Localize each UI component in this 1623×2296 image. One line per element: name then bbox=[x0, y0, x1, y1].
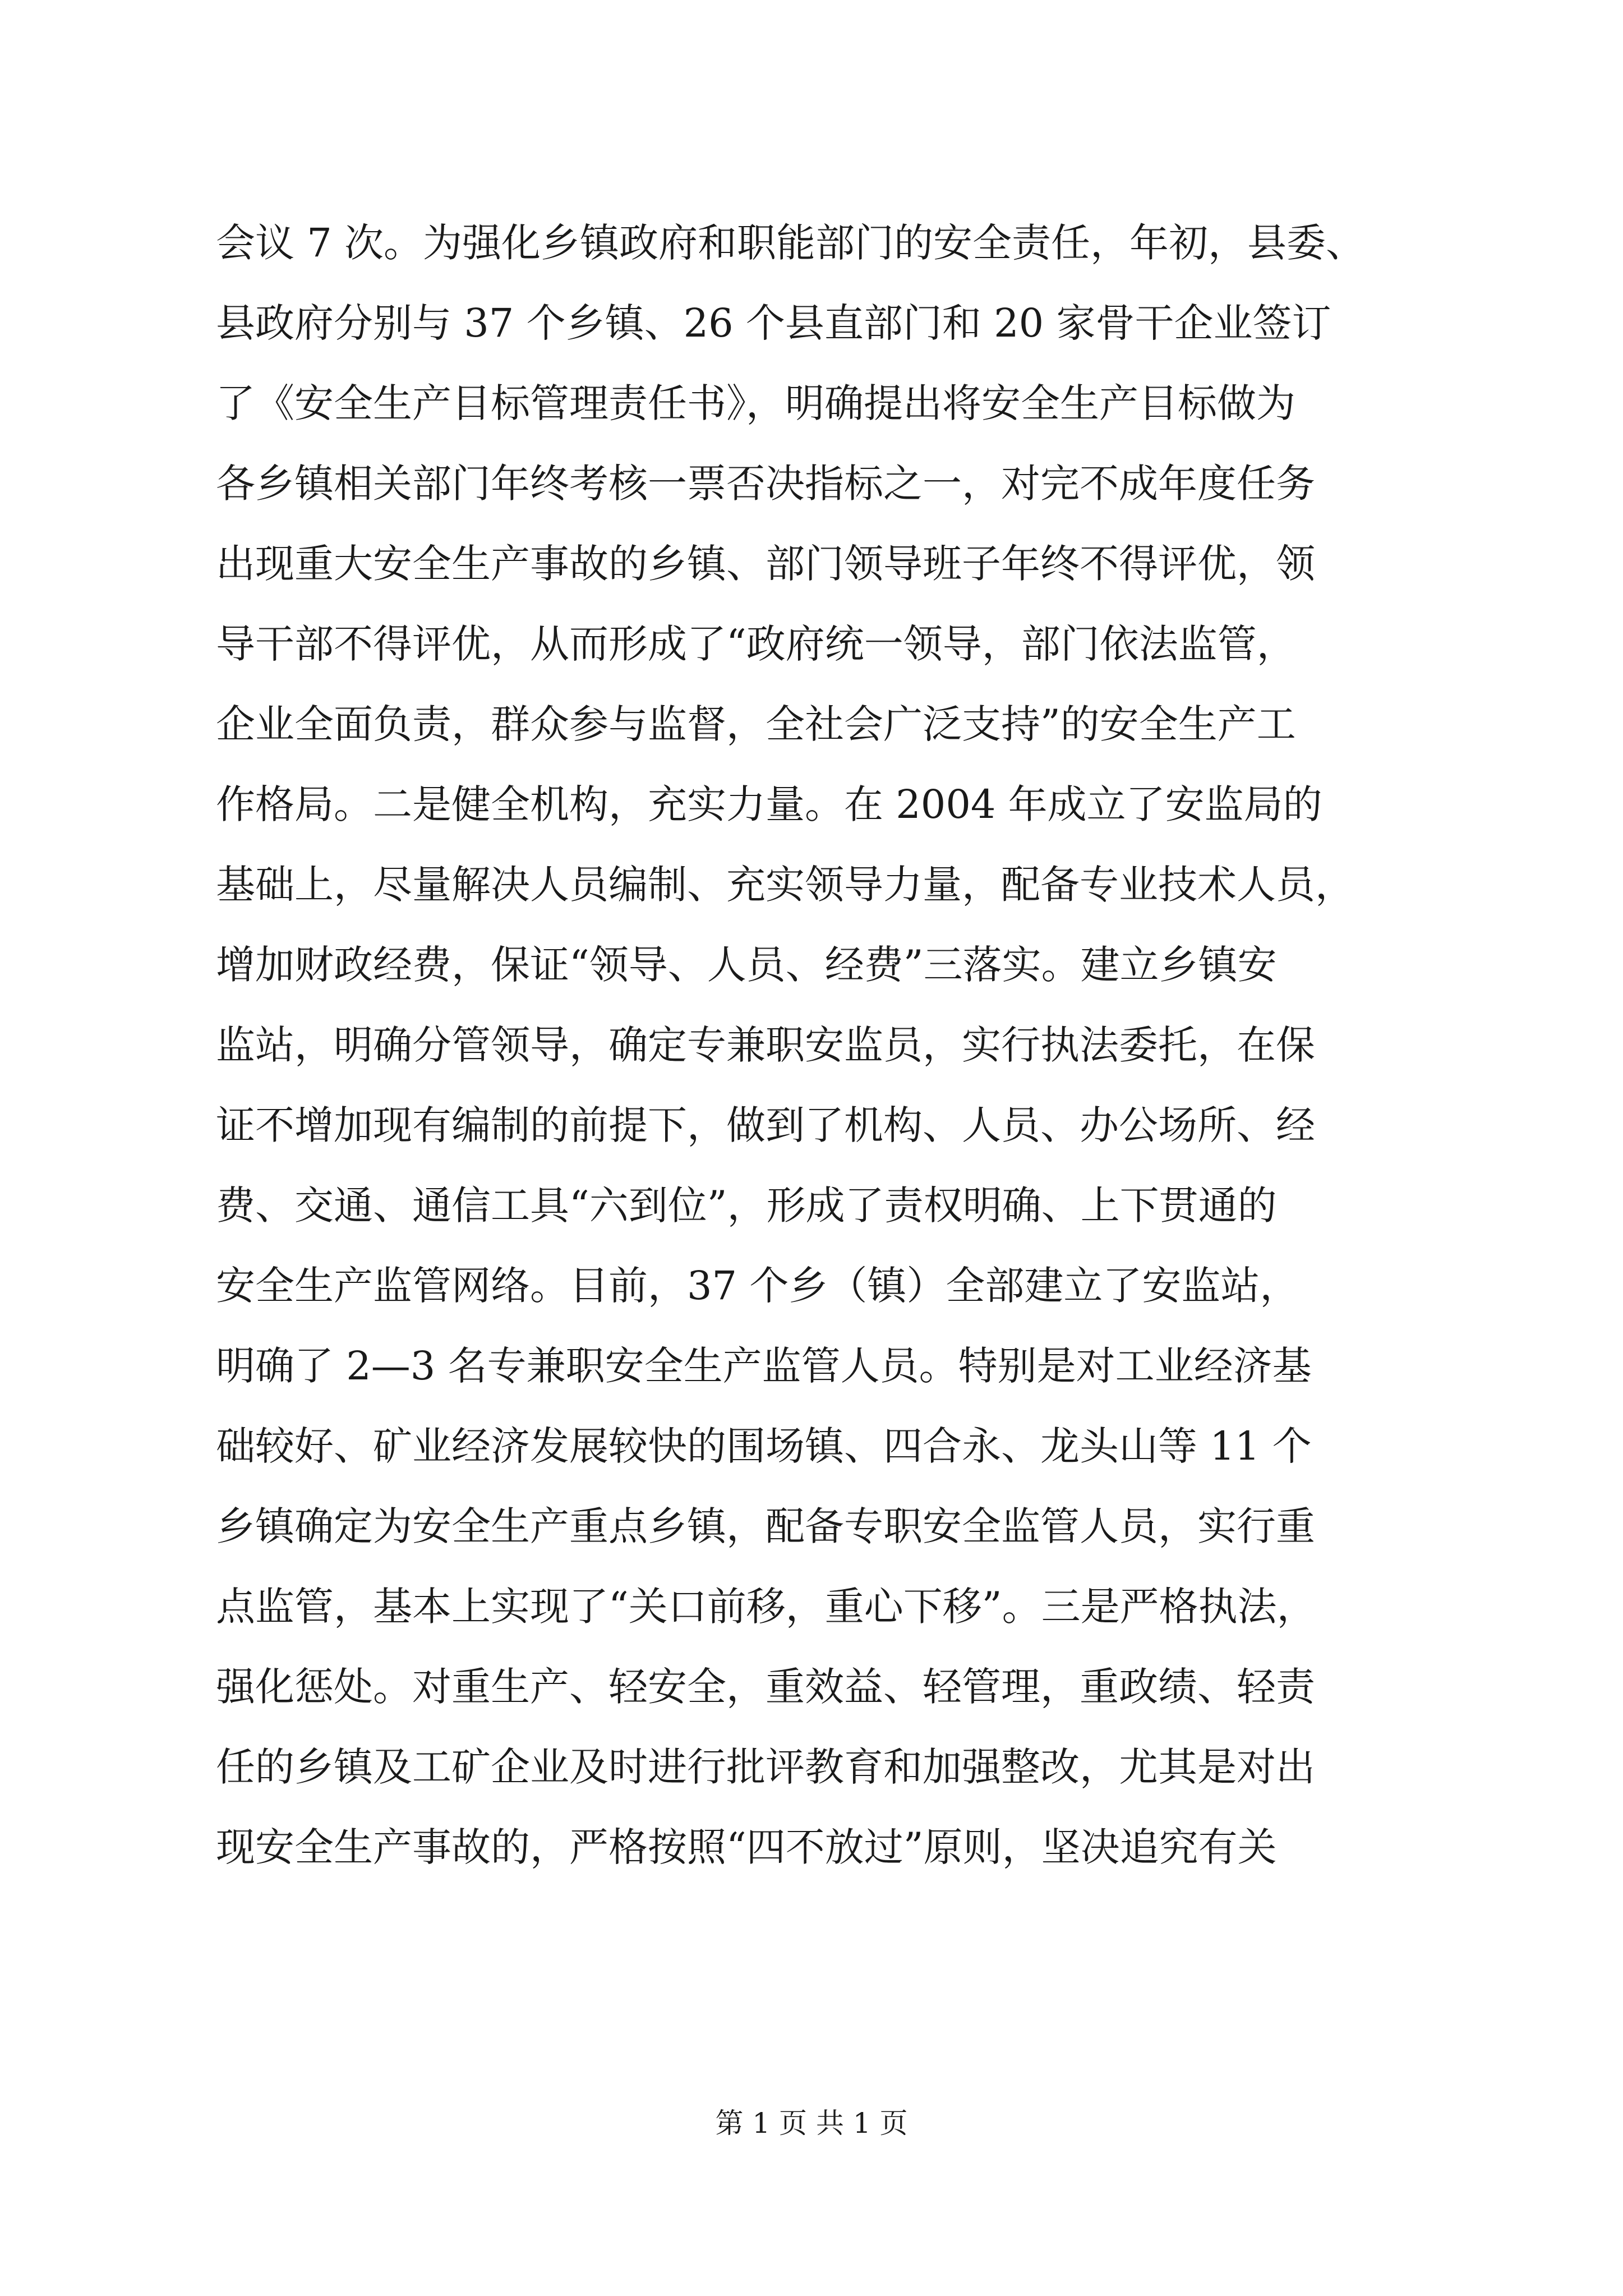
text-line: 证不增加现有编制的前提下，做到了机构、人员、办公场所、经 bbox=[216, 1102, 1315, 1148]
text-line: 企业全面负责，群众参与监督，全社会广泛支持”的安全生产工 bbox=[216, 701, 1296, 747]
text-line: 点监管，基本上实现了“关口前移，重心下移”。三是严格执法， bbox=[216, 1584, 1316, 1630]
text-line: 费、交通、通信工具“六到位”，形成了责权明确、上下贯通的 bbox=[216, 1182, 1277, 1228]
text-line: 出现重大安全生产事故的乡镇、部门领导班子年终不得评优，领 bbox=[216, 541, 1315, 587]
text-line: 县政府分别与 37 个乡镇、26 个县直部门和 20 家骨干企业签订 bbox=[216, 300, 1331, 346]
text-line: 监站，明确分管领导，确定专兼职安监员，实行执法委托，在保 bbox=[216, 1022, 1315, 1068]
text-line: 乡镇确定为安全生产重点乡镇，配备专职安全监管人员，实行重 bbox=[216, 1503, 1315, 1549]
text-line: 安全生产监管网络。目前，37 个乡（镇）全部建立了安监站， bbox=[216, 1263, 1299, 1309]
text-line: 现安全生产事故的，严格按照“四不放过”原则，坚决追究有关 bbox=[216, 1824, 1277, 1870]
text-line: 明确了 2—3 名专兼职安全生产监管人员。特别是对工业经济基 bbox=[216, 1343, 1312, 1389]
text-line: 各乡镇相关部门年终考核一票否决指标之一，对完不成年度任务 bbox=[216, 461, 1315, 507]
text-line: 强化惩处。对重生产、轻安全，重效益、轻管理，重政绩、轻责 bbox=[216, 1664, 1315, 1710]
text-line: 础较好、矿业经济发展较快的围场镇、四合永、龙头山等 11 个 bbox=[216, 1423, 1312, 1469]
text-line: 任的乡镇及工矿企业及时进行批评教育和加强整改，尤其是对出 bbox=[216, 1744, 1315, 1790]
text-line: 增加财政经费，保证“领导、人员、经费”三落实。建立乡镇安 bbox=[216, 942, 1277, 988]
body-text bbox=[216, 203, 1416, 1888]
text-line: 会议 7 次。为强化乡镇政府和职能部门的安全责任，年初，县委、 bbox=[216, 220, 1366, 266]
text-line: 作格局。二是健全机构，充实力量。在 2004 年成立了安监局的 bbox=[216, 781, 1322, 827]
text-line: 导干部不得评优，从而形成了“政府统一领导，部门依法监管， bbox=[216, 621, 1296, 667]
page-number-footer: 第 1 页 共 1 页 bbox=[715, 2107, 908, 2139]
text-line: 了《安全生产目标管理责任书》，明确提出将安全生产目标做为 bbox=[216, 380, 1295, 426]
text-line: 基础上，尽量解决人员编制、充实领导力量，配备专业技术人员， bbox=[216, 862, 1354, 908]
